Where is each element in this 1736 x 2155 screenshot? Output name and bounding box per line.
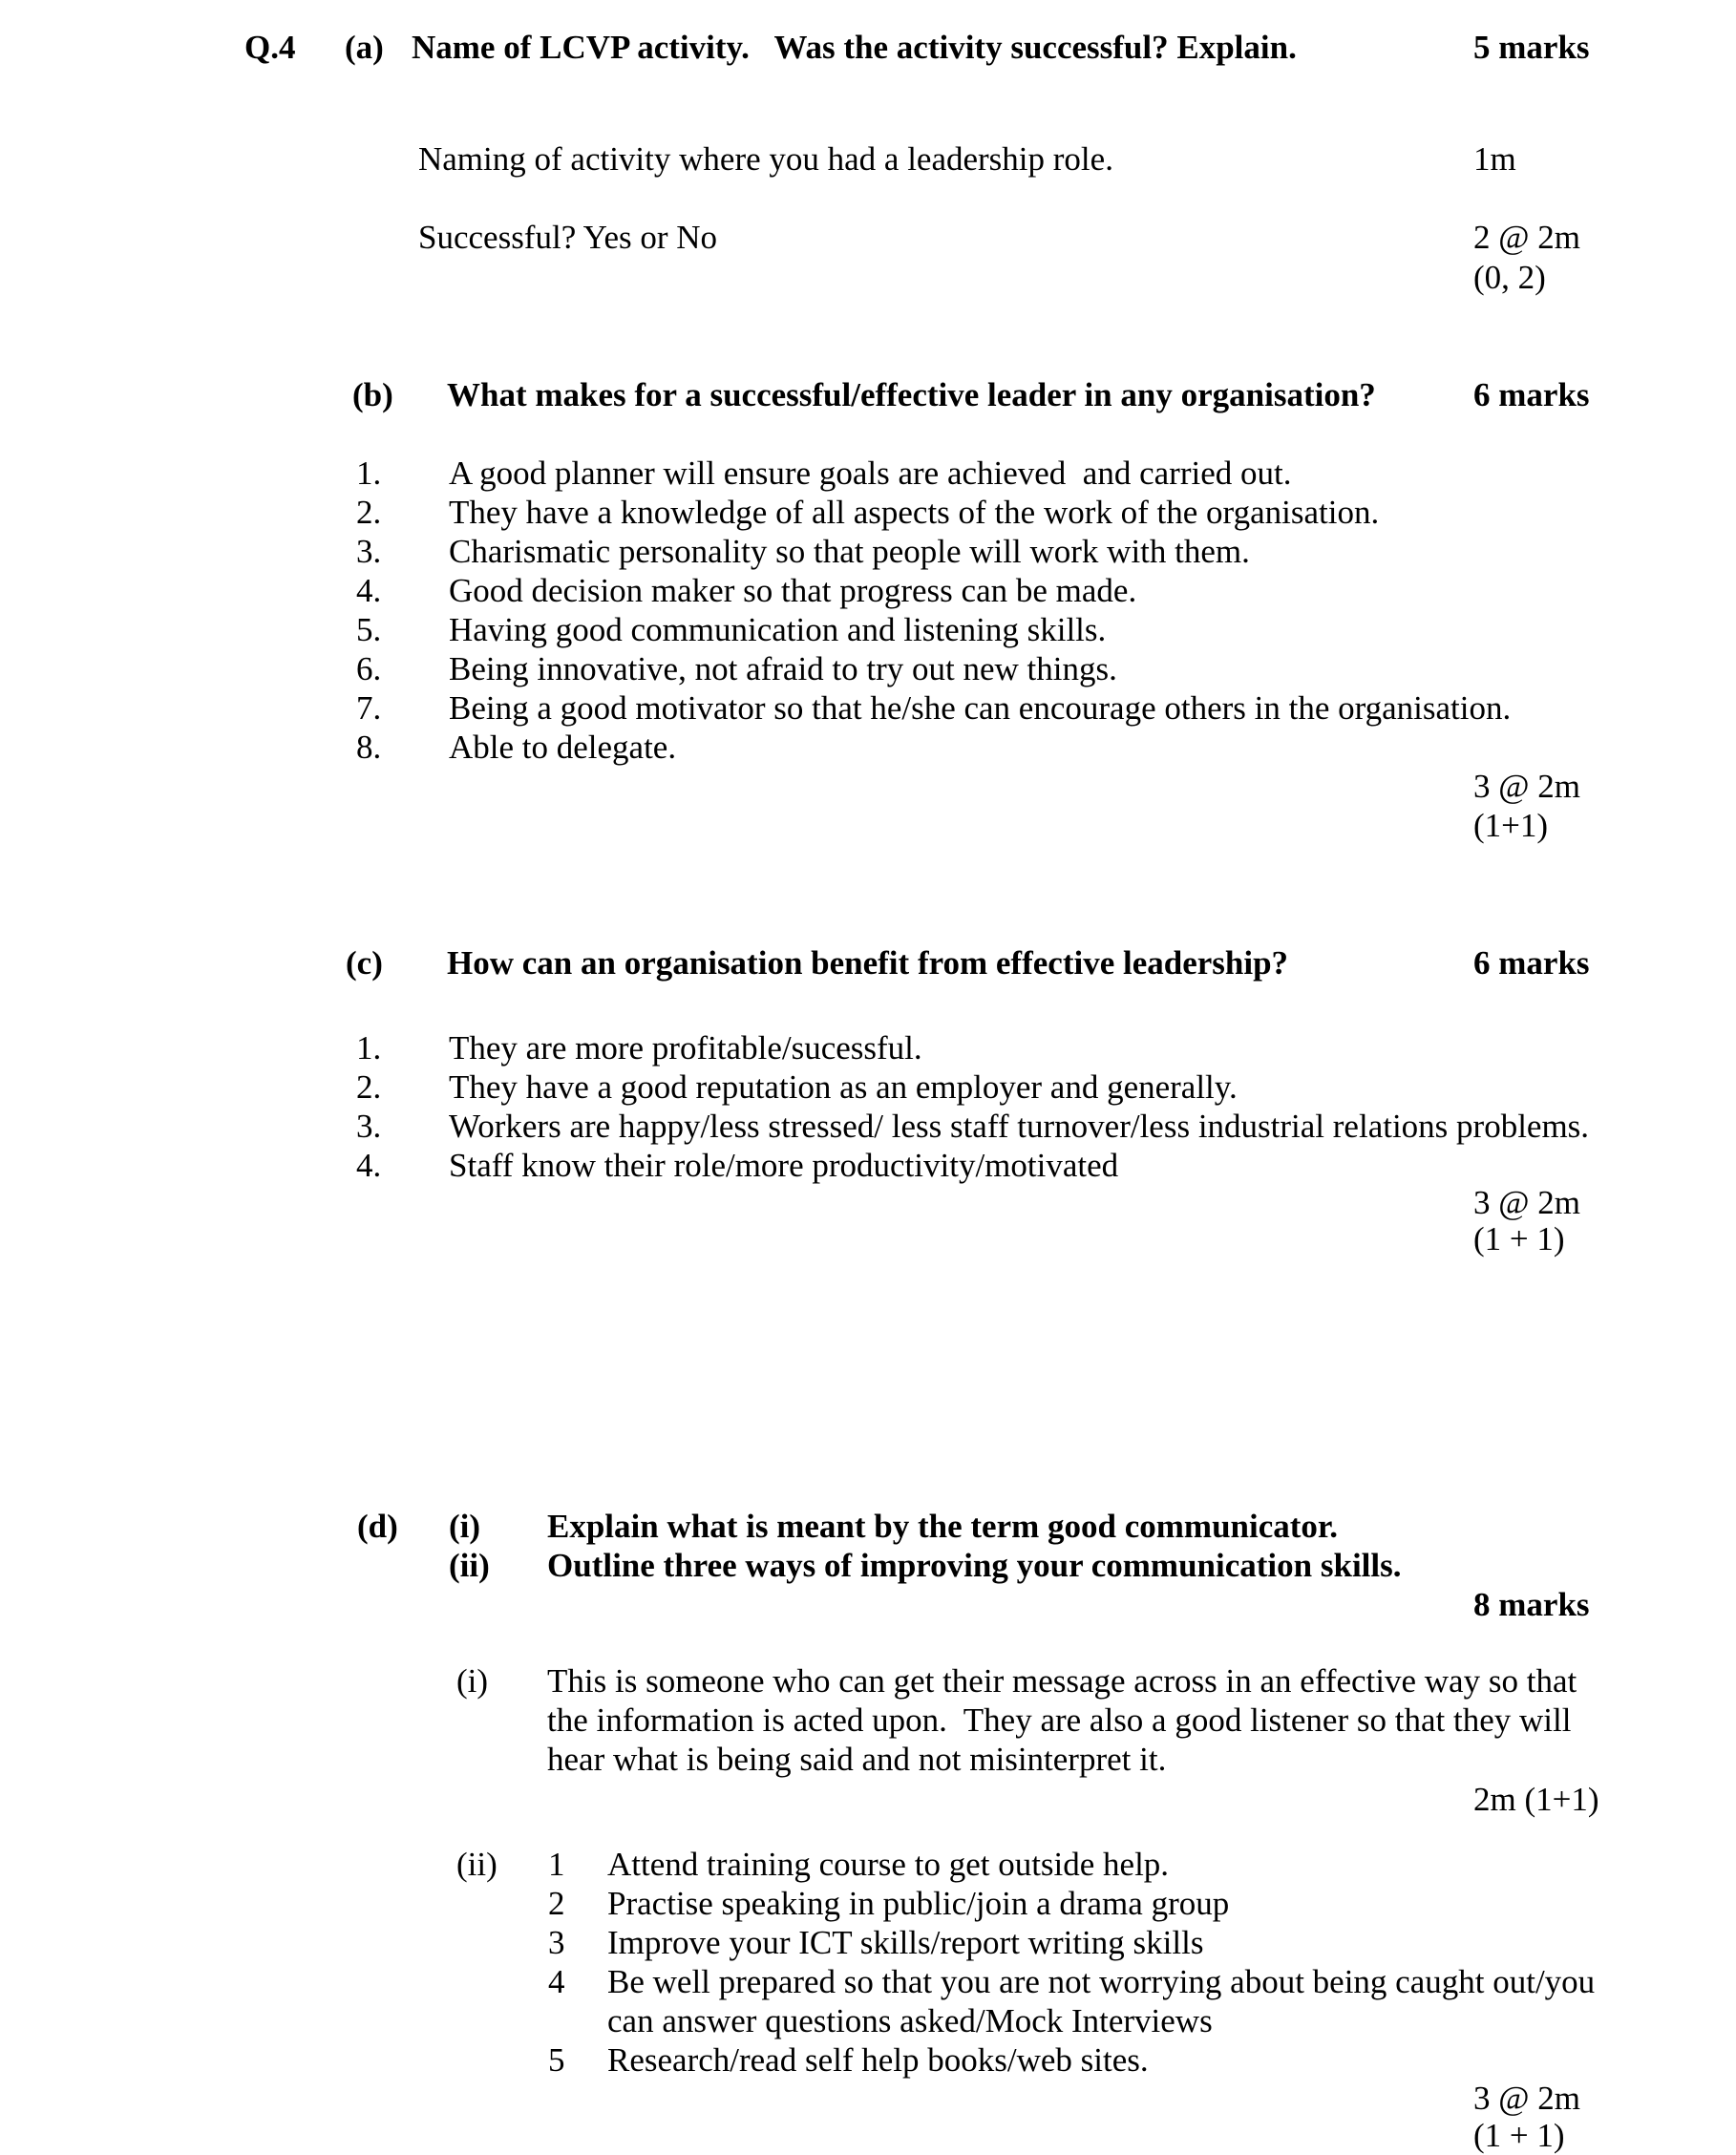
part-a-line-1-mark: 1m	[1473, 140, 1516, 178]
part-d-q1-label: (i)	[449, 1508, 481, 1545]
list-item-number: 4.	[356, 572, 382, 609]
list-item: Improve your ICT skills/report writing skills	[607, 1924, 1204, 1961]
list-item: Workers are happy/less stressed/ less staff turnover/less industrial relations problems.	[449, 1108, 1590, 1145]
part-b-marks: 6 marks	[1473, 376, 1590, 413]
part-a-question: Name of LCVP activity. Was the activity successful? Explain.	[412, 29, 1297, 66]
list-item-number: 5	[548, 2041, 565, 2079]
part-c-marks: 6 marks	[1473, 944, 1590, 982]
part-d-q2: Outline three ways of improving your communication skills.	[547, 1547, 1402, 1584]
list-item: Charismatic personality so that people will work with them.	[449, 533, 1250, 570]
part-c-scheme: 3 @ 2m	[1473, 1184, 1580, 1221]
list-item-number: 7.	[356, 689, 382, 727]
list-item: They have a good reputation as an employer and generally.	[449, 1068, 1238, 1106]
part-d-answer-ii-label: (ii)	[456, 1846, 498, 1883]
list-item: Able to delegate.	[449, 729, 677, 766]
part-d-scheme: 3 @ 2m	[1473, 2080, 1580, 2117]
list-item-number: 1	[548, 1846, 565, 1883]
list-item-number: 2.	[356, 494, 382, 531]
question-number: Q.4	[244, 29, 296, 66]
list-item-number: 2.	[356, 1068, 382, 1106]
part-d-label: (d)	[357, 1508, 398, 1545]
part-c-question: How can an organisation benefit from effective leadership?	[447, 944, 1289, 982]
part-a-line-2: Successful? Yes or No	[418, 219, 718, 256]
part-b-label: (b)	[352, 376, 393, 413]
part-a-label: (a)	[345, 29, 384, 66]
list-item: Being innovative, not afraid to try out new things.	[449, 650, 1117, 687]
list-item: Having good communication and listening skills.	[449, 611, 1107, 648]
list-item-number: 6.	[356, 650, 382, 687]
part-b-scheme: 3 @ 2m	[1473, 768, 1580, 805]
part-a-line-2-mark-detail: (0, 2)	[1473, 259, 1546, 296]
list-item: They have a knowledge of all aspects of the work of the organisation.	[449, 494, 1380, 531]
part-a-marks: 5 marks	[1473, 29, 1590, 66]
list-item-number: 4.	[356, 1147, 382, 1184]
part-d-answer-i-line: the information is acted upon. They are also a good listener so that they will	[547, 1701, 1572, 1739]
part-d-q2-label: (ii)	[449, 1547, 490, 1584]
list-item: Attend training course to get outside help.	[607, 1846, 1170, 1883]
list-item-number: 1.	[356, 454, 382, 492]
list-item: They are more profitable/sucessful.	[449, 1029, 922, 1067]
part-a-line-1: Naming of activity where you had a leadership role.	[418, 140, 1113, 178]
list-item: Be well prepared so that you are not worrying about being caught out/you	[607, 1963, 1596, 2000]
list-item-number: 1.	[356, 1029, 382, 1067]
list-item-continuation: can answer questions asked/Mock Interviews	[607, 2002, 1213, 2039]
list-item: A good planner will ensure goals are achieved and carried out.	[449, 454, 1292, 492]
list-item-number: 3	[548, 1924, 565, 1961]
part-d-answer-i-line: This is someone who can get their message across in an effective way so that	[547, 1662, 1577, 1700]
part-d-answer-i-label: (i)	[456, 1662, 489, 1700]
part-d-answer-i-mark: 2m (1+1)	[1473, 1781, 1599, 1818]
part-c-label: (c)	[346, 944, 383, 982]
list-item: Practise speaking in public/join a drama group	[607, 1885, 1230, 1922]
list-item-number: 5.	[356, 611, 382, 648]
list-item-number: 4	[548, 1963, 565, 2000]
part-d-marks: 8 marks	[1473, 1586, 1590, 1623]
part-d-answer-i-line: hear what is being said and not misinterpret it.	[547, 1741, 1167, 1778]
part-a-line-2-mark: 2 @ 2m	[1473, 219, 1580, 256]
part-c-scheme-detail: (1 + 1)	[1473, 1220, 1565, 1257]
list-item: Research/read self help books/web sites.	[607, 2041, 1149, 2079]
part-b-scheme-detail: (1+1)	[1473, 807, 1549, 844]
list-item: Staff know their role/more productivity/motivated	[449, 1147, 1119, 1184]
list-item: Being a good motivator so that he/she can encourage others in the organisation.	[449, 689, 1512, 727]
list-item: Good decision maker so that progress can be made.	[449, 572, 1137, 609]
list-item-number: 3.	[356, 1108, 382, 1145]
list-item-number: 8.	[356, 729, 382, 766]
part-b-question: What makes for a successful/effective leader in any organisation?	[447, 376, 1376, 413]
list-item-number: 3.	[356, 533, 382, 570]
list-item-number: 2	[548, 1885, 565, 1922]
part-d-scheme-detail: (1 + 1)	[1473, 2117, 1565, 2154]
part-d-q1: Explain what is meant by the term good communicator.	[547, 1508, 1339, 1545]
